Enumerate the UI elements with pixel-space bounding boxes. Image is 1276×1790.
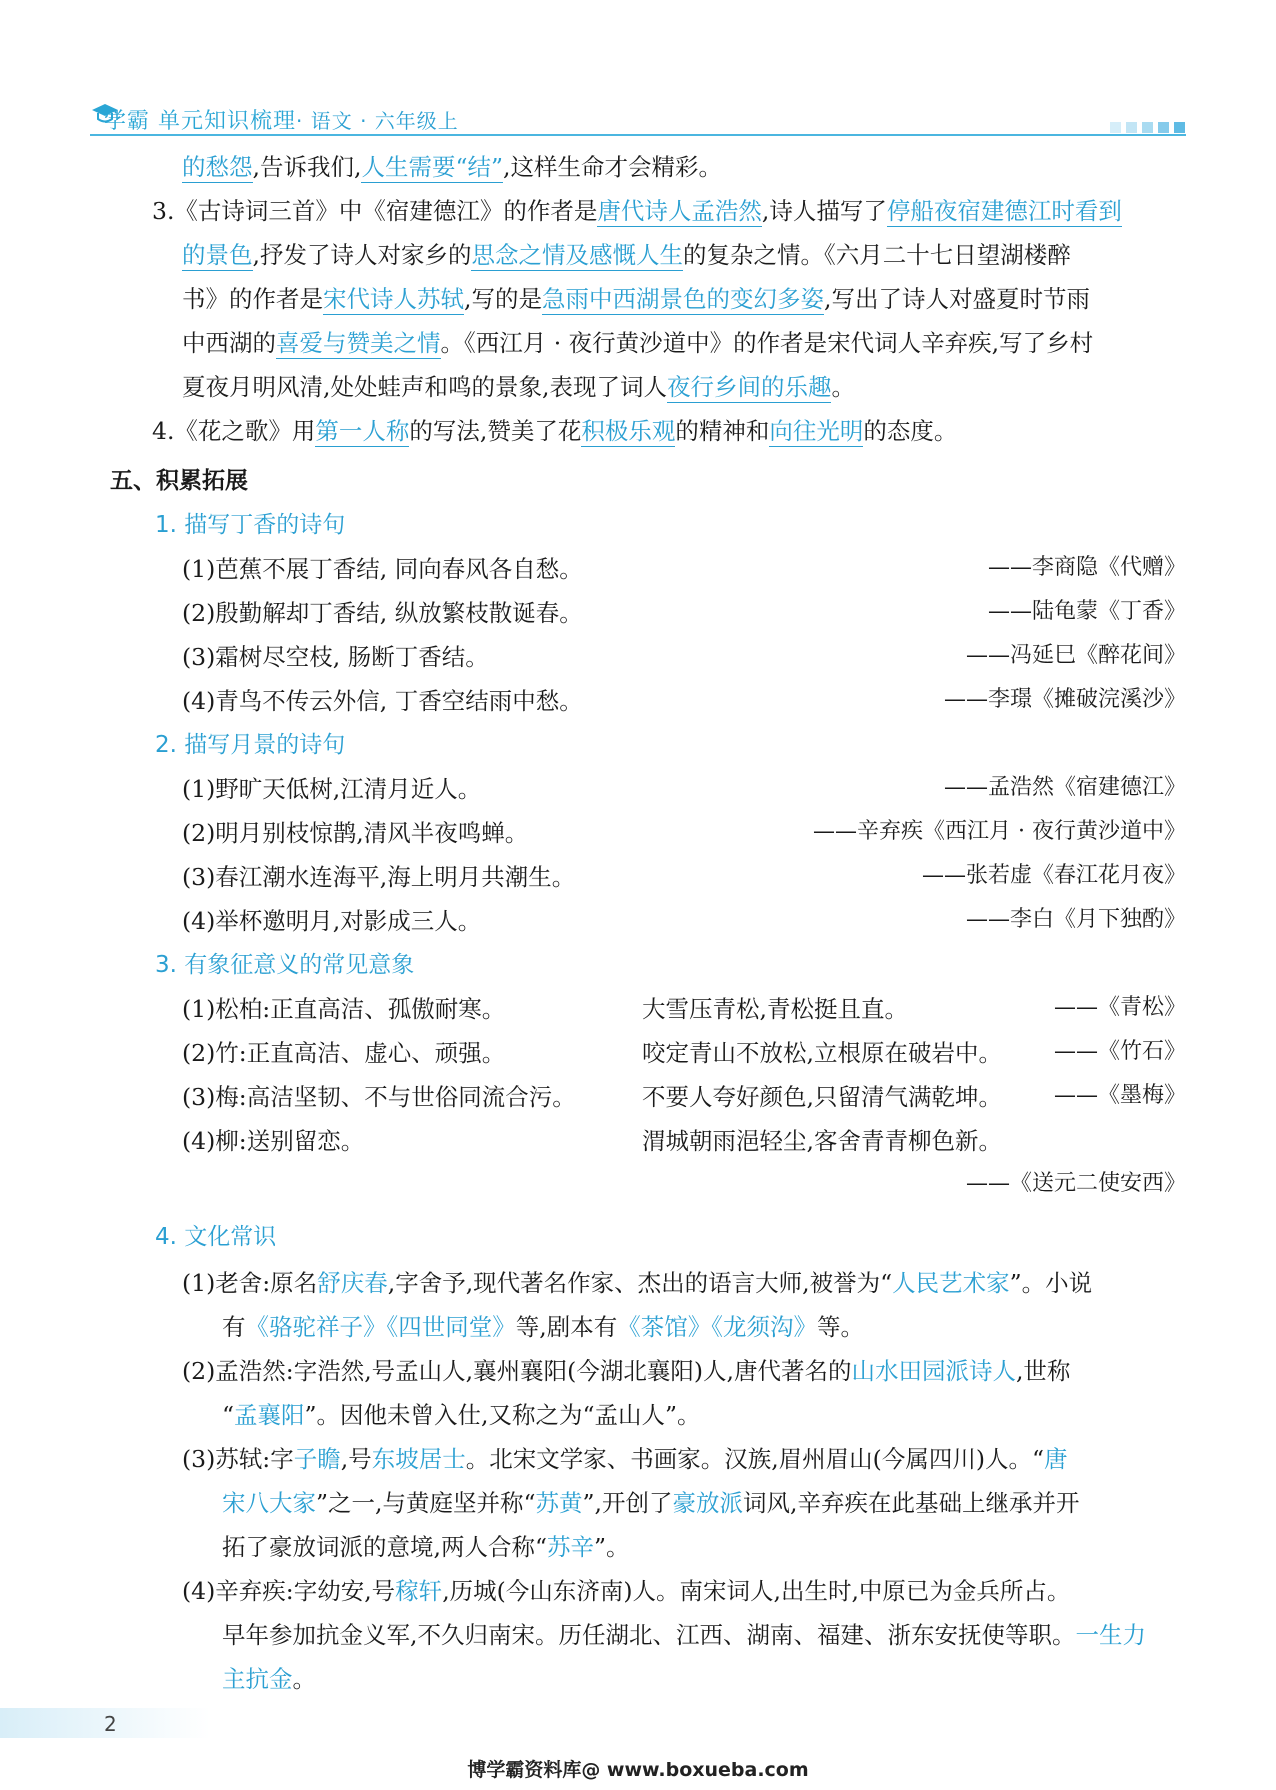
imagery-row: [182, 990, 1186, 1030]
header-decor-square: [1110, 122, 1121, 133]
text: ,诗人描写了: [761, 197, 887, 225]
answer-blank: 停船夜宿建德江时看到: [886, 197, 1122, 225]
poem-source: ——李璟《摊破浣溪沙》: [943, 687, 1186, 712]
poem-text: (1)芭蕉不展丁香结, 同向春风各自愁。: [182, 555, 583, 583]
highlight: 《骆驼祥子》《四世同堂》: [245, 1313, 516, 1341]
poem-text: (2)殷勤解却丁香结, 纵放繁枝散诞春。: [182, 599, 583, 627]
highlight: 宋八大家: [222, 1489, 316, 1517]
culture-p4-line2: [222, 1614, 1146, 1657]
text: (1)老舍:原名: [182, 1269, 318, 1297]
item3-line2: [182, 234, 1071, 277]
item3-line1: [152, 190, 1122, 233]
highlight: 唐: [1044, 1445, 1068, 1473]
text: ”。小说: [1009, 1269, 1093, 1297]
poem-text: (2)明月别枝惊鹊,清风半夜鸣蝉。: [182, 819, 529, 847]
poem-source: ——《送元二使安西》: [965, 1171, 1186, 1196]
imagery-text: (3)梅:高洁坚韧、不与世俗同流合污。: [182, 1083, 576, 1111]
item-number: 4.: [152, 417, 175, 445]
highlight: 人民艺术家: [892, 1269, 1010, 1297]
imagery-poem: 咬定青山不放松,立根原在破岩中。: [642, 1039, 1002, 1067]
text: (2)孟浩然:字浩然,号孟山人,襄州襄阳(今湖北襄阳)人,唐代著名的: [182, 1357, 852, 1385]
page-number: 2: [104, 1712, 117, 1736]
imagery-source-row: [182, 1166, 1186, 1206]
header-subtitle: · 语文 · 六年级上: [296, 109, 459, 133]
text: 书》的作者是: [182, 285, 323, 313]
culture-p1-line1: [182, 1262, 1092, 1305]
poem-text: (4)青鸟不传云外信, 丁香空结雨中愁。: [182, 687, 583, 715]
text: 早年参加抗金义军,不久归南宋。历任湖北、江西、湖南、福建、浙东安抚使等职。: [222, 1621, 1076, 1649]
text: ”。因他未曾入仕,又称之为“孟山人”。: [304, 1401, 701, 1429]
item3-line3: [182, 278, 1090, 321]
text: 的态度。: [863, 417, 958, 445]
text: 。: [831, 373, 855, 401]
text: 拓了豪放词派的意境,两人合称“: [222, 1533, 547, 1561]
poem-row: [182, 550, 1186, 590]
culture-p4-line3: [222, 1658, 316, 1701]
text: ,世称: [1015, 1357, 1071, 1385]
item-number: 3.: [152, 197, 175, 225]
poem-row: [182, 770, 1186, 810]
text: 词风,辛弃疾在此基础上继承并开: [742, 1489, 1080, 1517]
text: ,抒发了诗人对家乡的: [252, 241, 472, 269]
header-decor-square: [1158, 122, 1169, 133]
answer-blank: 向往光明: [769, 417, 864, 445]
intro-line: [182, 146, 722, 189]
answer-blank: 急雨中西湖景色的变幻多姿: [541, 285, 824, 313]
highlight: 苏辛: [546, 1533, 594, 1561]
header-title: [104, 104, 459, 135]
text: ,历城(今山东济南)人。南宋词人,出生时,中原已为金兵所占。: [442, 1577, 1071, 1605]
text: 等,剧本有: [515, 1313, 618, 1341]
culture-p4-line1: [182, 1570, 1070, 1613]
highlight: 一生力: [1075, 1621, 1146, 1649]
text: ”。: [593, 1533, 630, 1561]
highlight: 《茶馆》《龙须沟》: [617, 1313, 817, 1341]
answer-blank: 的景色: [182, 241, 253, 269]
answer-blank: 喜爱与赞美之情: [276, 329, 441, 357]
text: 中西湖的: [182, 329, 276, 357]
imagery-poem: 大雪压青松,青松挺且直。: [642, 995, 908, 1023]
imagery-text: (2)竹:正直高洁、虚心、顽强。: [182, 1039, 506, 1067]
highlight: 舒庆春: [317, 1269, 388, 1297]
poem-source: ——李白《月下独酌》: [965, 907, 1186, 932]
poem-row: [182, 858, 1186, 898]
group4-title: 4. 文化常识: [155, 1224, 277, 1250]
poem-source: ——冯延巳《醉花间》: [965, 643, 1186, 668]
poem-source: ——《竹石》: [1053, 1039, 1186, 1064]
highlight: 山水田园派诗人: [851, 1357, 1016, 1385]
text: (4)辛弃疾:字幼安,号: [182, 1577, 396, 1605]
text: “: [222, 1401, 235, 1429]
culture-p2-line2: [222, 1394, 701, 1437]
poem-text: (3)春江潮水连海平,海上明月共潮生。: [182, 863, 576, 891]
answer-blank: 夜行乡间的乐趣: [666, 373, 832, 401]
imagery-row: [182, 1122, 1186, 1162]
answer-blank: 唐代诗人孟浩然: [597, 197, 762, 225]
text: ,字舍予,现代著名作家、杰出的语言大师,被誉为“: [387, 1269, 893, 1297]
answer-blank: 的愁怨: [182, 153, 253, 181]
highlight: 子瞻: [293, 1445, 341, 1473]
header-rule: [90, 134, 1186, 136]
text: ”之一,与黄庭坚并称“: [316, 1489, 536, 1517]
poem-row: [182, 814, 1186, 854]
text: 《花之歌》用: [174, 417, 316, 445]
poem-text: (3)霜树尽空枝, 肠断丁香结。: [182, 643, 489, 671]
imagery-row: [182, 1078, 1186, 1118]
group2-title: 2. 描写月景的诗句: [155, 732, 346, 758]
text: 的复杂之情。《六月二十七日望湖楼醉: [682, 241, 1071, 269]
culture-p3-line1: [182, 1438, 1068, 1481]
poem-source: ——《墨梅》: [1053, 1083, 1186, 1108]
text: ,这样生命才会精彩。: [502, 153, 722, 181]
imagery-poem: 不要人夸好颜色,只留清气满乾坤。: [642, 1083, 1002, 1111]
text: ,写出了诗人对盛夏时节雨: [823, 285, 1090, 313]
item3-line5: [182, 366, 855, 409]
header-decor-square: [1174, 122, 1185, 133]
text: ,号: [340, 1445, 372, 1473]
header-title-main: 学霸 单元知识梳理: [104, 109, 296, 134]
imagery-text: (4)柳:送别留恋。: [182, 1127, 365, 1155]
text: 的精神和: [675, 417, 770, 445]
answer-blank: 积极乐观: [581, 417, 676, 445]
poem-row: [182, 902, 1186, 942]
answer-blank: 人生需要“结”: [361, 153, 503, 181]
highlight: 稼轩: [395, 1577, 443, 1605]
answer-blank: 宋代诗人苏轼: [323, 285, 464, 313]
highlight: 豪放派: [672, 1489, 743, 1517]
text: ,告诉我们,: [252, 153, 362, 181]
text: 夏夜月明风清,处处蛙声和鸣的景象,表现了词人: [182, 373, 667, 401]
group3-title: 3. 有象征意义的常见意象: [155, 952, 415, 978]
header-decor-square: [1126, 122, 1137, 133]
poem-source: ——《青松》: [1053, 995, 1186, 1020]
highlight: 苏黄: [535, 1489, 583, 1517]
section-title: 五、积累拓展: [110, 468, 248, 494]
text: 。北宋文学家、书画家。汉族,眉州眉山(今属四川)人。“: [465, 1445, 1045, 1473]
imagery-row: [182, 1034, 1186, 1074]
text: 的写法,赞美了花: [409, 417, 582, 445]
text: 有: [222, 1313, 246, 1341]
poem-source: ——辛弃疾《西江月 · 夜行黄沙道中》: [813, 819, 1186, 844]
poem-row: [182, 594, 1186, 634]
poem-text: (1)野旷天低树,江清月近人。: [182, 775, 482, 803]
text: 。《西江月 · 夜行黄沙道中》的作者是宋代词人辛弃疾,写了乡村: [440, 329, 1094, 357]
culture-p3-line2: [222, 1482, 1079, 1525]
imagery-text: (1)松柏:正直高洁、孤傲耐寒。: [182, 995, 506, 1023]
text: 。: [292, 1665, 316, 1693]
imagery-poem: 渭城朝雨浥轻尘,客舍青青柳色新。: [642, 1127, 1002, 1155]
culture-p1-line2: [222, 1306, 864, 1349]
answer-blank: 思念之情及感慨人生: [471, 241, 683, 269]
item4-line: [152, 410, 957, 453]
culture-p3-line3: [222, 1526, 630, 1569]
text: ,写的是: [464, 285, 542, 313]
header-decor-square: [1142, 122, 1153, 133]
item3-line4: [182, 322, 1093, 365]
text: 等。: [816, 1313, 864, 1341]
highlight: 东坡居士: [371, 1445, 466, 1473]
poem-source: ——孟浩然《宿建德江》: [943, 775, 1186, 800]
watermark: 博学霸资料库@ www.boxueba.com: [467, 1759, 809, 1781]
poem-row: [182, 638, 1186, 678]
text: ”,开创了: [582, 1489, 673, 1517]
group1-title: 1. 描写丁香的诗句: [155, 512, 346, 538]
highlight: 主抗金: [222, 1665, 293, 1693]
page-header: [90, 98, 1186, 138]
poem-source: ——张若虚《春江花月夜》: [921, 863, 1186, 888]
text: (3)苏轼:字: [182, 1445, 294, 1473]
text: 《古诗词三首》中《宿建德江》的作者是: [174, 197, 598, 225]
answer-blank: 第一人称: [315, 417, 410, 445]
poem-source: ——陆龟蒙《丁香》: [987, 599, 1186, 624]
culture-p2-line1: [182, 1350, 1070, 1393]
poem-row: [182, 682, 1186, 722]
highlight: 孟襄阳: [234, 1401, 305, 1429]
poem-source: ——李商隐《代赠》: [987, 555, 1186, 580]
poem-text: (4)举杯邀明月,对影成三人。: [182, 907, 482, 935]
